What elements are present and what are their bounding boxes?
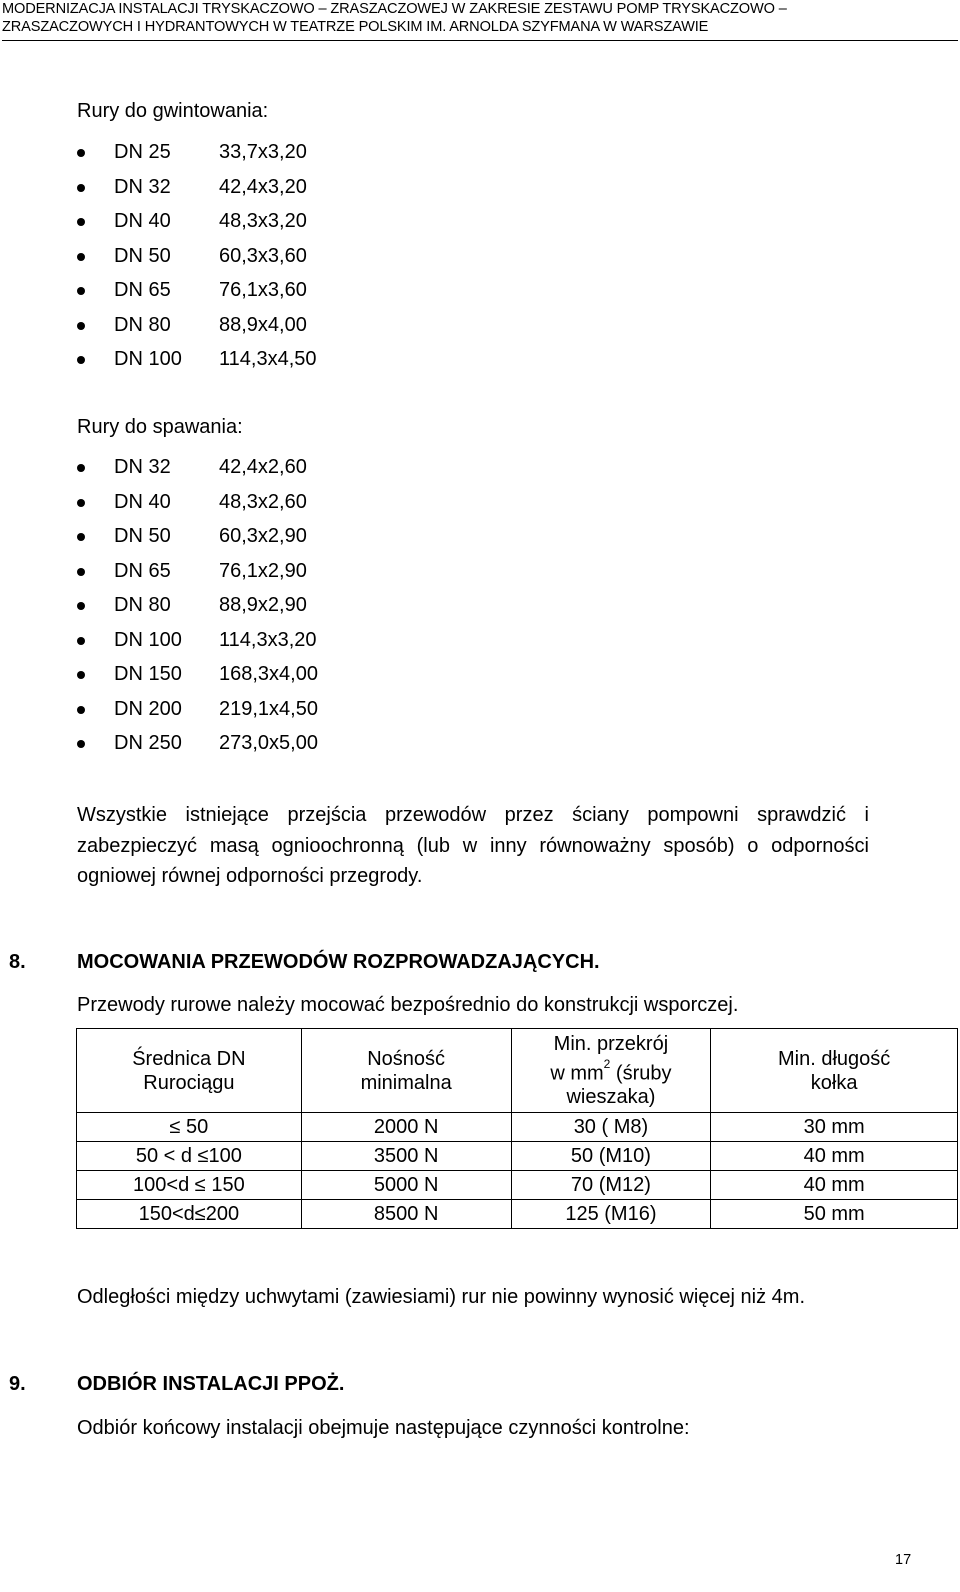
header-section-superscript: 2 [603,1056,611,1071]
section-8-number: 8. [9,951,26,973]
cell-cross-section: 50 (M10) [511,1142,711,1171]
pipe-dimension: 168,3x4,00 [219,663,318,685]
cell-diameter-value: 50 [180,1116,209,1138]
pipe-dn: DN 100 [114,348,182,370]
header-capacity-line-1: Nośność [367,1047,446,1070]
bullet-icon [77,287,85,295]
pipe-dimension: 114,3x3,20 [219,628,317,651]
pipe-dn: DN 32 [114,175,171,198]
header-dowel-length [711,1029,958,1113]
cell-cross-section: 125 (M16) [511,1200,711,1229]
less-equal-symbol: ≤ [194,1203,206,1225]
header-section-unit: w mm [550,1062,604,1085]
section-8-heading: MOCOWANIA PRZEWODÓW ROZPROWADZAJĄCYCH. [77,951,600,973]
cell-capacity: 5000 N [301,1171,511,1200]
pipe-dimension: 60,3x2,90 [219,525,307,547]
bullet-icon [77,740,85,748]
bullet-icon [77,499,85,507]
bullet-icon [77,218,85,226]
pipe-dn: DN 40 [114,490,171,513]
pipe-dn: DN 80 [114,313,171,336]
header-section-line-2 [512,1056,711,1086]
table-header-row [77,1029,958,1113]
bullet-icon [77,568,85,576]
pipe-dimension: 42,4x2,60 [219,456,307,478]
header-cross-section [511,1029,711,1113]
pipe-dimension: 33,7x3,20 [219,141,307,163]
penetrations-paragraph: Wszystkie istniejące przejścia przewodów przez ściany pompowni sprawdzić i zabezpieczyć masą ognioochronną (lub w inny równoważny sposób) o odporności ogniowej równej odporności przegrody. [77,804,869,887]
section-9-heading: ODBIÓR INSTALACJI PPOŻ. [77,1373,345,1395]
header-capacity-line-2: minimalna [360,1071,452,1094]
bullet-icon [77,253,85,261]
cell-diameter [77,1171,302,1200]
bullet-icon [77,533,85,541]
cell-diameter-prefix: 150<d [138,1203,195,1225]
pipe-dimension: 219,1x4,50 [219,697,318,720]
document-header [2,0,958,41]
table-row [77,1200,958,1229]
cell-cross-section: 70 (M12) [511,1171,711,1200]
cell-diameter-value: 150 [205,1174,245,1196]
pipe-dn: DN 25 [114,141,171,163]
pipe-dimension: 114,3x4,50 [219,348,317,370]
hanger-spacing-paragraph: Odległości między uchwytami (zawiesiami) rur nie powinny wynosić więcej niż 4m. [77,1286,806,1308]
pipe-dn: DN 100 [114,628,182,651]
cell-diameter-prefix: 100<d [133,1174,195,1196]
bullet-icon [77,184,85,192]
header-diameter-line-1: Średnica DN [132,1047,246,1070]
pipe-dimension: 48,3x2,60 [219,490,307,513]
section-8-intro: Przewody rurowe należy mocować bezpośrednio do konstrukcji wsporczej. [77,994,739,1016]
bullet-icon [77,356,85,364]
cell-diameter [77,1113,302,1142]
pipe-dimension: 60,3x3,60 [219,244,307,267]
header-dowel-line-2: kołka [810,1071,858,1094]
page-number: 17 [895,1552,912,1568]
pipe-dimension: 76,1x2,90 [219,559,307,582]
cell-diameter [77,1200,302,1229]
cell-diameter-value: 200 [205,1203,240,1225]
pipe-dn: DN 50 [114,525,171,547]
header-line-1: MODERNIZACJA INSTALACJI TRYSKACZOWO – ZRASZACZOWEJ W ZAKRESIE ZESTAWU POMP TRYSKACZOWO – [2,1,787,17]
bullet-icon [77,637,85,645]
bullet-icon [77,322,85,330]
header-diameter [77,1029,302,1113]
pipe-dimension: 48,3x3,20 [219,210,307,232]
bullet-icon [77,602,85,610]
header-section-bolt: (śruby [610,1062,672,1085]
mounting-table [76,1028,958,1229]
cell-diameter [77,1142,302,1171]
pipe-dn: DN 80 [114,594,171,616]
bullet-icon [77,149,85,157]
header-line-2: ZRASZACZOWYCH I HYDRANTOWYCH W TEATRZE POLSKIM IM. ARNOLDA SZYFMANA W WARSZAWIE [2,19,709,35]
header-section-line-1: Min. przekrój [553,1032,669,1055]
pipe-dn: DN 250 [114,732,182,754]
bullet-icon [77,464,85,472]
less-equal-symbol: ≤ [194,1174,206,1196]
pipe-dimension: 42,4x3,20 [219,175,307,198]
pipe-dimension: 76,1x3,60 [219,279,307,301]
bullet-icon [77,671,85,679]
cell-dowel-length: 40 mm [711,1171,958,1200]
pipe-dn: DN 32 [114,456,171,478]
cell-diameter-prefix: 50 < d [135,1145,198,1167]
header-dowel-line-1: Min. długość [778,1047,891,1070]
pipe-dn: DN 65 [114,279,171,301]
pipe-dn: DN 150 [114,663,182,685]
cell-diameter-value: 100 [208,1145,242,1167]
header-section-line-3: wieszaka) [566,1086,656,1109]
threaded-pipes-title: Rury do gwintowania: [77,100,269,122]
pipe-dimension: 273,0x5,00 [219,732,318,754]
table-row [77,1142,958,1171]
welded-pipes-title: Rury do spawania: [77,416,243,438]
cell-cross-section: 30 ( M8) [511,1113,711,1142]
cell-capacity: 3500 N [301,1142,511,1171]
cell-capacity: 2000 N [301,1113,511,1142]
section-9-number: 9. [9,1373,26,1395]
pipe-dn: DN 65 [114,559,171,582]
less-equal-symbol: ≤ [197,1145,209,1167]
less-equal-symbol: ≤ [169,1116,181,1138]
bullet-icon [77,706,85,714]
header-diameter-line-2: Rurociągu [143,1071,235,1094]
table-row [77,1113,958,1142]
cell-dowel-length: 30 mm [711,1113,958,1142]
pipe-dn: DN 50 [114,244,171,267]
cell-dowel-length: 40 mm [711,1142,958,1171]
header-capacity [301,1029,511,1113]
table-row [77,1171,958,1200]
pipe-dimension: 88,9x2,90 [219,594,307,616]
pipe-dn: DN 200 [114,697,182,720]
pipe-dn: DN 40 [114,210,171,232]
section-9-intro: Odbiór końcowy instalacji obejmuje następujące czynności kontrolne: [77,1417,690,1439]
cell-dowel-length: 50 mm [711,1200,958,1229]
cell-capacity: 8500 N [301,1200,511,1229]
pipe-dimension: 88,9x4,00 [219,313,307,336]
